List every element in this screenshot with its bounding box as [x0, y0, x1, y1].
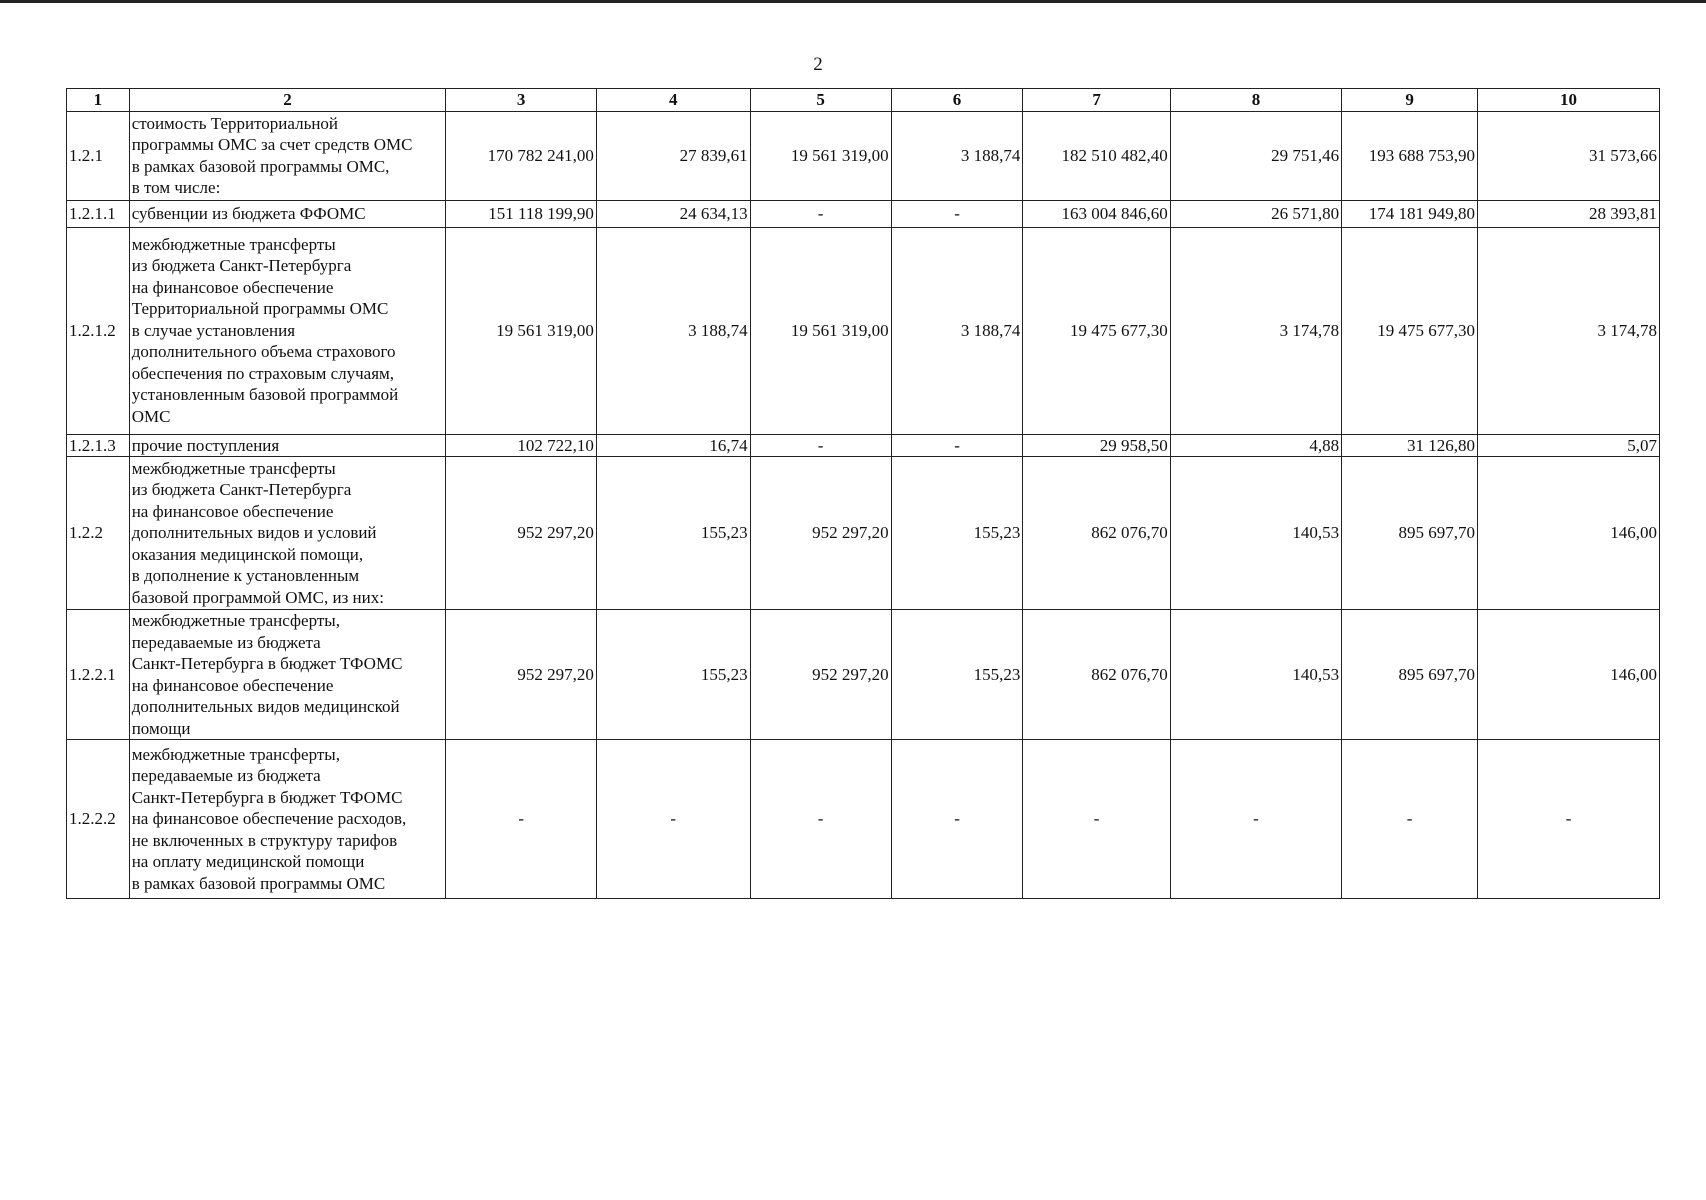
scan-top-border	[0, 0, 1706, 3]
cell-col-7: 182 510 482,40	[1023, 111, 1170, 200]
row-code: 1.2.1.2	[67, 227, 130, 434]
cell-col-3: 170 782 241,00	[446, 111, 597, 200]
row-label: субвенции из бюджета ФФОМС	[129, 200, 446, 227]
cell-col-6: 3 188,74	[891, 227, 1023, 434]
cell-col-7: 862 076,70	[1023, 610, 1170, 740]
page-number: 2	[813, 54, 823, 75]
column-header: 9	[1342, 89, 1478, 112]
cell-col-4: 16,74	[596, 434, 750, 457]
column-header: 3	[446, 89, 597, 112]
cell-col-8: 140,53	[1170, 610, 1341, 740]
cell-col-10: -	[1478, 740, 1660, 899]
column-header: 1	[67, 89, 130, 112]
cell-col-4: 155,23	[596, 457, 750, 610]
cell-col-4: 155,23	[596, 610, 750, 740]
cell-col-7: 19 475 677,30	[1023, 227, 1170, 434]
cell-col-4: -	[596, 740, 750, 899]
cell-col-7: 29 958,50	[1023, 434, 1170, 457]
row-label: межбюджетные трансферты из бюджета Санкт-Петербурга на финансовое обеспечение Территориальной программы ОМС в случае установления дополнительного объема страхового обеспечения по страховым случаям, установленным базовой программой ОМС	[129, 227, 446, 434]
cell-col-3: 19 561 319,00	[446, 227, 597, 434]
column-header: 6	[891, 89, 1023, 112]
budget-table	[66, 88, 1660, 899]
cell-col-3: 102 722,10	[446, 434, 597, 457]
cell-col-5: 19 561 319,00	[750, 111, 891, 200]
table-row	[67, 227, 1660, 434]
cell-col-8: 140,53	[1170, 457, 1341, 610]
cell-col-10: 3 174,78	[1478, 227, 1660, 434]
table-row	[67, 610, 1660, 740]
cell-col-10: 31 573,66	[1478, 111, 1660, 200]
cell-col-9: 895 697,70	[1342, 610, 1478, 740]
column-header: 7	[1023, 89, 1170, 112]
column-header: 10	[1478, 89, 1660, 112]
cell-col-5: 952 297,20	[750, 457, 891, 610]
cell-col-10: 28 393,81	[1478, 200, 1660, 227]
cell-col-3: -	[446, 740, 597, 899]
cell-col-6: 3 188,74	[891, 111, 1023, 200]
row-label: прочие поступления	[129, 434, 446, 457]
column-header: 8	[1170, 89, 1341, 112]
cell-col-7: 862 076,70	[1023, 457, 1170, 610]
row-label: межбюджетные трансферты, передаваемые из бюджета Санкт-Петербурга в бюджет ТФОМС на финансовое обеспечение расходов, не включенных в структуру тарифов на оплату медицинской помощи в рамках базовой программы ОМС	[129, 740, 446, 899]
cell-col-10: 146,00	[1478, 610, 1660, 740]
cell-col-5: 19 561 319,00	[750, 227, 891, 434]
cell-col-9: 31 126,80	[1342, 434, 1478, 457]
cell-col-6: 155,23	[891, 610, 1023, 740]
cell-col-8: 3 174,78	[1170, 227, 1341, 434]
cell-col-10: 146,00	[1478, 457, 1660, 610]
cell-col-8: 26 571,80	[1170, 200, 1341, 227]
cell-col-9: 895 697,70	[1342, 457, 1478, 610]
cell-col-8: -	[1170, 740, 1341, 899]
cell-col-5: -	[750, 434, 891, 457]
cell-col-3: 952 297,20	[446, 457, 597, 610]
row-code: 1.2.2.1	[67, 610, 130, 740]
table-row	[67, 200, 1660, 227]
row-code: 1.2.2	[67, 457, 130, 610]
cell-col-9: -	[1342, 740, 1478, 899]
cell-col-9: 193 688 753,90	[1342, 111, 1478, 200]
cell-col-7: 163 004 846,60	[1023, 200, 1170, 227]
row-code: 1.2.1.3	[67, 434, 130, 457]
column-header: 2	[129, 89, 446, 112]
cell-col-10: 5,07	[1478, 434, 1660, 457]
table-row	[67, 457, 1660, 610]
row-label: межбюджетные трансферты из бюджета Санкт-Петербурга на финансовое обеспечение дополнительных видов и условий оказания медицинской помощи, в дополнение к установленным базовой программой ОМС, из них:	[129, 457, 446, 610]
cell-col-4: 27 839,61	[596, 111, 750, 200]
row-code: 1.2.2.2	[67, 740, 130, 899]
cell-col-8: 29 751,46	[1170, 111, 1341, 200]
row-label: межбюджетные трансферты, передаваемые из бюджета Санкт-Петербурга в бюджет ТФОМС на финансовое обеспечение дополнительных видов медицинской помощи	[129, 610, 446, 740]
table-row	[67, 434, 1660, 457]
cell-col-4: 3 188,74	[596, 227, 750, 434]
table-row	[67, 111, 1660, 200]
cell-col-6: 155,23	[891, 457, 1023, 610]
cell-col-6: -	[891, 434, 1023, 457]
cell-col-6: -	[891, 200, 1023, 227]
cell-col-6: -	[891, 740, 1023, 899]
header-row	[67, 89, 1660, 112]
table-row	[67, 740, 1660, 899]
cell-col-5: -	[750, 200, 891, 227]
cell-col-8: 4,88	[1170, 434, 1341, 457]
column-header: 5	[750, 89, 891, 112]
column-header: 4	[596, 89, 750, 112]
cell-col-7: -	[1023, 740, 1170, 899]
row-label: стоимость Территориальной программы ОМС за счет средств ОМС в рамках базовой программы ОМС, в том числе:	[129, 111, 446, 200]
cell-col-9: 174 181 949,80	[1342, 200, 1478, 227]
cell-col-3: 952 297,20	[446, 610, 597, 740]
cell-col-4: 24 634,13	[596, 200, 750, 227]
cell-col-3: 151 118 199,90	[446, 200, 597, 227]
row-code: 1.2.1	[67, 111, 130, 200]
row-code: 1.2.1.1	[67, 200, 130, 227]
cell-col-5: 952 297,20	[750, 610, 891, 740]
cell-col-9: 19 475 677,30	[1342, 227, 1478, 434]
cell-col-5: -	[750, 740, 891, 899]
